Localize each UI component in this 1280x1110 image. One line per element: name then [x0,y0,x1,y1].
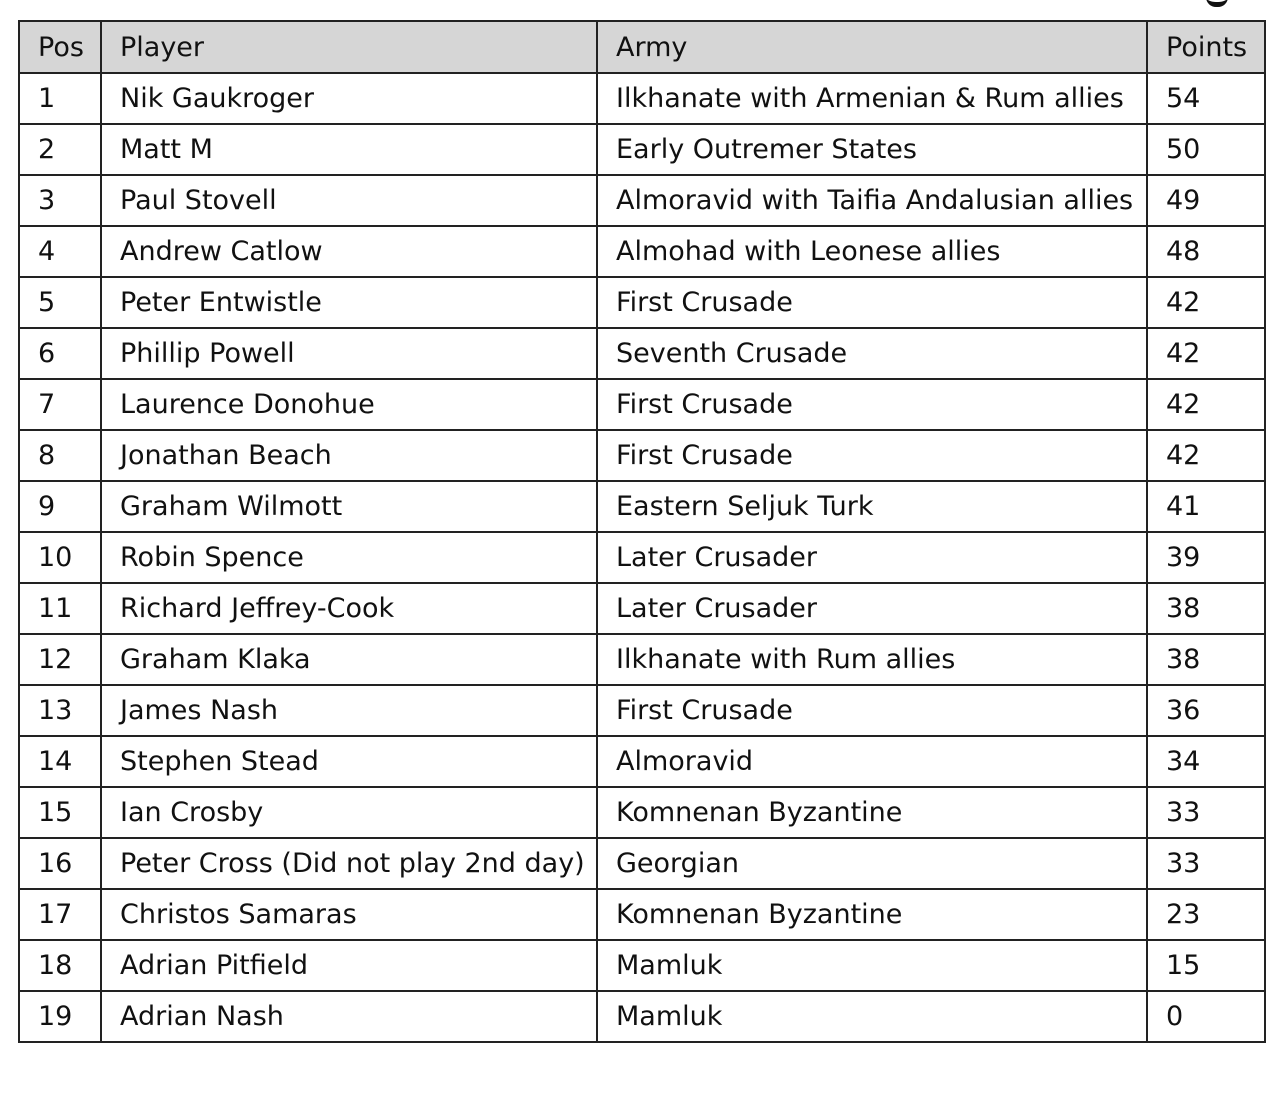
table-row [19,787,1265,838]
table-header [19,21,1265,73]
table-row [19,124,1265,175]
cell-points: 39 [1147,532,1265,583]
cell-army: First Crusade [597,277,1147,328]
cell-points: 36 [1147,685,1265,736]
cell-army: Early Outremer States [597,124,1147,175]
table-body [19,73,1265,1042]
cell-points: 49 [1147,175,1265,226]
table-row [19,328,1265,379]
cell-pos: 4 [19,226,101,277]
cell-army: First Crusade [597,379,1147,430]
cell-army: First Crusade [597,685,1147,736]
table-row [19,889,1265,940]
cell-army: Georgian [597,838,1147,889]
cell-player: Richard Jeffrey-Cook [101,583,597,634]
table-row [19,73,1265,124]
cell-pos: 15 [19,787,101,838]
header-points: Points [1147,21,1265,73]
cell-points: 42 [1147,277,1265,328]
cell-player: Matt M [101,124,597,175]
cell-points: 38 [1147,634,1265,685]
table-row [19,379,1265,430]
cell-pos: 10 [19,532,101,583]
cell-army: Komnenan Byzantine [597,787,1147,838]
cell-army: Almohad with Leonese allies [597,226,1147,277]
cell-player: Adrian Nash [101,991,597,1042]
cell-pos: 2 [19,124,101,175]
cell-player: Stephen Stead [101,736,597,787]
cell-points: 33 [1147,787,1265,838]
cell-pos: 13 [19,685,101,736]
cell-points: 48 [1147,226,1265,277]
cell-player: James Nash [101,685,597,736]
cell-points: 54 [1147,73,1265,124]
cell-army: Seventh Crusade [597,328,1147,379]
header-row [19,21,1265,73]
cell-pos: 11 [19,583,101,634]
cell-points: 0 [1147,991,1265,1042]
cell-player: Laurence Donohue [101,379,597,430]
cell-pos: 14 [19,736,101,787]
cell-army: First Crusade [597,430,1147,481]
cell-pos: 16 [19,838,101,889]
cell-points: 33 [1147,838,1265,889]
cell-army: Later Crusader [597,583,1147,634]
cell-pos: 3 [19,175,101,226]
table-row [19,685,1265,736]
cell-army: Mamluk [597,991,1147,1042]
cell-pos: 8 [19,430,101,481]
cell-points: 15 [1147,940,1265,991]
cell-player: Robin Spence [101,532,597,583]
cell-player: Phillip Powell [101,328,597,379]
cell-pos: 1 [19,73,101,124]
table-row [19,277,1265,328]
header-player: Player [101,21,597,73]
table-row [19,583,1265,634]
cell-pos: 7 [19,379,101,430]
table-row [19,175,1265,226]
cell-pos: 19 [19,991,101,1042]
header-pos: Pos [19,21,101,73]
cell-army: Almoravid with Taifia Andalusian allies [597,175,1147,226]
table-row [19,838,1265,889]
cell-player: Andrew Catlow [101,226,597,277]
table-row [19,940,1265,991]
cell-pos: 17 [19,889,101,940]
cell-army: Later Crusader [597,532,1147,583]
cell-points: 42 [1147,328,1265,379]
cell-army: Komnenan Byzantine [597,889,1147,940]
table-row [19,226,1265,277]
table-row [19,430,1265,481]
cell-pos: 6 [19,328,101,379]
cell-player: Peter Cross (Did not play 2nd day) [101,838,597,889]
table-row [19,481,1265,532]
cell-army: Eastern Seljuk Turk [597,481,1147,532]
cell-points: 34 [1147,736,1265,787]
cell-points: 42 [1147,379,1265,430]
cell-army: Ilkhanate with Armenian & Rum allies [597,73,1147,124]
cell-points: 38 [1147,583,1265,634]
cell-player: Christos Samaras [101,889,597,940]
cell-points: 50 [1147,124,1265,175]
cell-pos: 12 [19,634,101,685]
standings-table [18,20,1266,1043]
cell-points: 41 [1147,481,1265,532]
cell-player: Ian Crosby [101,787,597,838]
cell-army: Mamluk [597,940,1147,991]
cell-pos: 5 [19,277,101,328]
cell-player: Graham Klaka [101,634,597,685]
cropped-heading-fragment [1206,0,1228,7]
cell-pos: 9 [19,481,101,532]
table-row [19,532,1265,583]
cell-army: Almoravid [597,736,1147,787]
cell-player: Nik Gaukroger [101,73,597,124]
table-row [19,634,1265,685]
cell-player: Graham Wilmott [101,481,597,532]
cell-points: 23 [1147,889,1265,940]
cell-player: Paul Stovell [101,175,597,226]
cell-player: Adrian Pitfield [101,940,597,991]
table-row [19,736,1265,787]
cell-player: Peter Entwistle [101,277,597,328]
cell-points: 42 [1147,430,1265,481]
cell-pos: 18 [19,940,101,991]
cell-player: Jonathan Beach [101,430,597,481]
header-army: Army [597,21,1147,73]
table-row [19,991,1265,1042]
cell-army: Ilkhanate with Rum allies [597,634,1147,685]
